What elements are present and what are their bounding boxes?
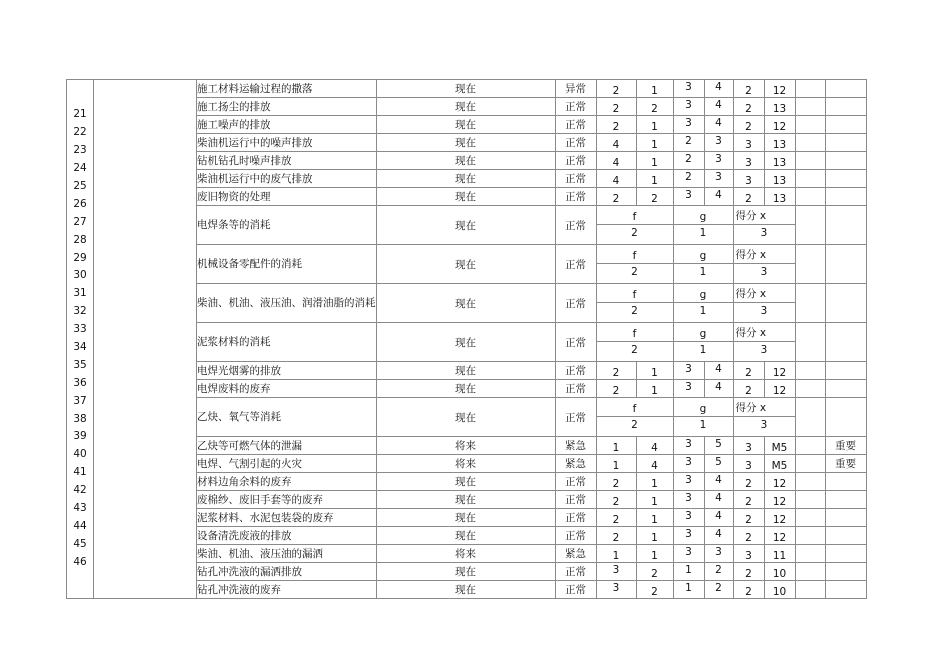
score-a: 2: [596, 98, 636, 116]
level-cell: [795, 563, 825, 581]
score-c: 3: [673, 527, 704, 545]
score-x-label: 得分 x: [733, 284, 795, 303]
row-number: 22: [73, 126, 87, 139]
state-cell: 正常: [555, 563, 596, 581]
score-total: 13: [764, 170, 795, 188]
aspect-description: 柴油机运行中的废气排放: [197, 170, 377, 188]
aspect-description: 施工材料运输过程的撒落: [197, 80, 377, 98]
score-x-label: 得分 x: [733, 323, 795, 342]
aspect-description: 废旧物资的处理: [197, 188, 377, 206]
score-a: 4: [596, 134, 636, 152]
aspect-description: 乙炔、氧气等消耗: [197, 398, 377, 437]
score-e: 2: [733, 491, 764, 509]
state-cell: 正常: [555, 491, 596, 509]
state-cell: 正常: [555, 116, 596, 134]
score-e: 2: [733, 98, 764, 116]
score-b: 1: [636, 545, 673, 563]
remark-cell: [825, 473, 866, 491]
row-number: 35: [73, 358, 87, 371]
score-b: 1: [636, 509, 673, 527]
score-total: 12: [764, 527, 795, 545]
tense-cell: 现在: [376, 563, 555, 581]
evaluation-table: [66, 79, 894, 599]
level-cell: [795, 437, 825, 455]
score-a: 2: [596, 491, 636, 509]
remark-cell: [825, 509, 866, 527]
score-e: 3: [733, 455, 764, 473]
level-cell: [795, 398, 825, 437]
tense-cell: 现在: [376, 362, 555, 380]
state-cell: 正常: [555, 245, 596, 284]
level-cell: [795, 362, 825, 380]
remark-cell: [825, 581, 866, 599]
score-a: 2: [596, 188, 636, 206]
tense-cell: 现在: [376, 80, 555, 98]
state-cell: 正常: [555, 206, 596, 245]
score-a: 1: [596, 545, 636, 563]
score-e: 3: [733, 152, 764, 170]
score-total: 10: [764, 581, 795, 599]
score-c: 3: [673, 491, 704, 509]
score-total: 12: [764, 116, 795, 134]
factor-g-value: 1: [673, 417, 733, 437]
score-a: 2: [596, 527, 636, 545]
score-b: 1: [636, 80, 673, 98]
state-cell: 正常: [555, 323, 596, 362]
row-number: 23: [73, 144, 87, 157]
score-b: 1: [636, 380, 673, 398]
score-total: 12: [764, 509, 795, 527]
level-cell: [795, 80, 825, 98]
row-number: 28: [73, 233, 87, 246]
table-row: [67, 80, 894, 98]
aspect-description: 施工扬尘的排放: [197, 98, 377, 116]
aspect-description: 材料边角余料的废弃: [197, 473, 377, 491]
remark-cell: 重要: [825, 455, 866, 473]
row-number: 39: [73, 430, 87, 443]
score-x-value: 3: [733, 417, 795, 437]
score-c: 2: [673, 170, 704, 188]
score-b: 2: [636, 581, 673, 599]
row-number: 21: [73, 108, 87, 121]
score-d: 4: [704, 80, 733, 98]
score-a: 2: [596, 80, 636, 98]
aspect-description: 施工噪声的排放: [197, 116, 377, 134]
score-d: 4: [704, 527, 733, 545]
score-a: 1: [596, 437, 636, 455]
remark-cell: [825, 323, 866, 362]
score-x-label: 得分 x: [733, 206, 795, 225]
row-number: 31: [73, 287, 87, 300]
factor-g-label: g: [673, 398, 733, 417]
row-number: 25: [73, 179, 87, 192]
state-cell: 紧急: [555, 437, 596, 455]
tense-cell: 将来: [376, 455, 555, 473]
state-cell: 正常: [555, 398, 596, 437]
score-b: 2: [636, 563, 673, 581]
level-cell: [795, 545, 825, 563]
remark-cell: [825, 527, 866, 545]
aspect-description: 乙炔等可燃气体的泄漏: [197, 437, 377, 455]
state-cell: 正常: [555, 473, 596, 491]
state-cell: 正常: [555, 362, 596, 380]
score-total: M5: [764, 455, 795, 473]
score-total: 13: [764, 152, 795, 170]
factor-g-value: 1: [673, 264, 733, 284]
score-c: 3: [673, 509, 704, 527]
score-c: 1: [673, 581, 704, 599]
level-cell: [795, 581, 825, 599]
state-cell: 正常: [555, 152, 596, 170]
tense-cell: 现在: [376, 473, 555, 491]
remark-cell: [825, 116, 866, 134]
state-cell: 正常: [555, 581, 596, 599]
tense-cell: 现在: [376, 98, 555, 116]
state-cell: 异常: [555, 80, 596, 98]
score-d: 4: [704, 98, 733, 116]
remark-cell: [825, 80, 866, 98]
factor-g-value: 1: [673, 225, 733, 245]
score-a: 2: [596, 116, 636, 134]
row-number: 42: [73, 484, 87, 497]
tense-cell: 现在: [376, 188, 555, 206]
remark-cell: 重要: [825, 437, 866, 455]
level-cell: [795, 509, 825, 527]
aspect-description: 柴油、机油、液压油、润滑油脂的消耗: [197, 284, 377, 323]
aspect-description: 机械设备零配件的消耗: [197, 245, 377, 284]
score-c: 3: [673, 188, 704, 206]
score-x-value: 3: [733, 342, 795, 362]
score-c: 3: [673, 380, 704, 398]
score-total: 13: [764, 134, 795, 152]
score-total: 12: [764, 80, 795, 98]
score-x-label: 得分 x: [733, 398, 795, 417]
score-d: 3: [704, 170, 733, 188]
score-b: 1: [636, 170, 673, 188]
score-total: 11: [764, 545, 795, 563]
remark-cell: [825, 284, 866, 323]
activity-column: [94, 80, 197, 599]
remark-cell: [825, 491, 866, 509]
factor-g-value: 1: [673, 342, 733, 362]
score-c: 1: [673, 563, 704, 581]
factor-f-label: f: [596, 284, 673, 303]
remark-cell: [825, 188, 866, 206]
score-c: 3: [673, 98, 704, 116]
row-number: 32: [73, 305, 87, 318]
remark-cell: [825, 398, 866, 437]
score-e: 2: [733, 380, 764, 398]
score-c: 2: [673, 134, 704, 152]
factor-g-label: g: [673, 206, 733, 225]
aspect-description: 电焊条等的消耗: [197, 206, 377, 245]
aspect-description: 废棉纱、废旧手套等的废弃: [197, 491, 377, 509]
row-number: 33: [73, 323, 87, 336]
score-e: 2: [733, 362, 764, 380]
score-d: 4: [704, 491, 733, 509]
level-cell: [795, 98, 825, 116]
remark-cell: [825, 545, 866, 563]
state-cell: 正常: [555, 170, 596, 188]
state-cell: 正常: [555, 98, 596, 116]
score-b: 1: [636, 116, 673, 134]
aspect-description: 钻机钻孔时噪声排放: [197, 152, 377, 170]
tense-cell: 现在: [376, 398, 555, 437]
score-d: 4: [704, 473, 733, 491]
remark-cell: [825, 563, 866, 581]
score-d: 4: [704, 116, 733, 134]
score-e: 2: [733, 116, 764, 134]
score-e: 2: [733, 509, 764, 527]
tense-cell: 现在: [376, 134, 555, 152]
aspect-description: 电焊光烟雾的排放: [197, 362, 377, 380]
score-total: 12: [764, 491, 795, 509]
factor-g-label: g: [673, 323, 733, 342]
score-c: 3: [673, 437, 704, 455]
aspect-description: 柴油、机油、液压油的漏洒: [197, 545, 377, 563]
state-cell: 紧急: [555, 455, 596, 473]
row-number: 26: [73, 197, 87, 210]
score-total: 12: [764, 473, 795, 491]
score-d: 3: [704, 545, 733, 563]
tense-cell: 将来: [376, 437, 555, 455]
score-b: 1: [636, 134, 673, 152]
score-x-label: 得分 x: [733, 245, 795, 264]
row-number: 27: [73, 215, 87, 228]
tense-cell: 现在: [376, 491, 555, 509]
row-number: 37: [73, 394, 87, 407]
aspect-description: 钻孔冲洗液的漏洒排放: [197, 563, 377, 581]
factor-f-label: f: [596, 323, 673, 342]
remark-cell: [825, 134, 866, 152]
score-c: 3: [673, 362, 704, 380]
state-cell: 正常: [555, 284, 596, 323]
aspect-description: 设备清洗废液的排放: [197, 527, 377, 545]
state-cell: 正常: [555, 188, 596, 206]
factor-f-value: 2: [596, 225, 673, 245]
tense-cell: 现在: [376, 206, 555, 245]
row-number: 29: [73, 251, 87, 264]
tense-cell: 现在: [376, 170, 555, 188]
score-b: 1: [636, 491, 673, 509]
score-total: 12: [764, 380, 795, 398]
remark-cell: [825, 380, 866, 398]
level-cell: [795, 116, 825, 134]
row-number: 41: [73, 466, 87, 479]
score-e: 2: [733, 80, 764, 98]
factor-f-label: f: [596, 206, 673, 225]
tense-cell: 现在: [376, 152, 555, 170]
state-cell: 正常: [555, 509, 596, 527]
row-number: 34: [73, 341, 87, 353]
score-e: 2: [733, 188, 764, 206]
level-cell: [795, 455, 825, 473]
score-d: 5: [704, 437, 733, 455]
score-b: 4: [636, 455, 673, 473]
score-a: 2: [596, 362, 636, 380]
score-d: 4: [704, 509, 733, 527]
score-e: 3: [733, 170, 764, 188]
score-d: 2: [704, 581, 733, 599]
score-d: 5: [704, 455, 733, 473]
factor-f-value: 2: [596, 417, 673, 437]
level-cell: [795, 527, 825, 545]
factor-g-value: 1: [673, 303, 733, 323]
score-e: 2: [733, 527, 764, 545]
score-c: 3: [673, 116, 704, 134]
score-a: 4: [596, 170, 636, 188]
factor-f-value: 2: [596, 342, 673, 362]
score-d: 3: [704, 134, 733, 152]
score-e: 3: [733, 134, 764, 152]
score-a: 3: [596, 581, 636, 599]
row-number: 43: [73, 502, 87, 515]
score-total: 10: [764, 563, 795, 581]
score-a: 1: [596, 455, 636, 473]
score-b: 1: [636, 473, 673, 491]
factor-f-value: 2: [596, 303, 673, 323]
row-number-column: [67, 80, 94, 599]
score-b: 1: [636, 362, 673, 380]
level-cell: [795, 206, 825, 245]
row-number: 40: [73, 448, 87, 461]
score-e: 3: [733, 545, 764, 563]
score-total: 13: [764, 188, 795, 206]
remark-cell: [825, 98, 866, 116]
tense-cell: 现在: [376, 116, 555, 134]
score-e: 2: [733, 563, 764, 581]
score-d: 2: [704, 563, 733, 581]
score-b: 1: [636, 527, 673, 545]
tense-cell: 现在: [376, 581, 555, 599]
level-cell: [795, 152, 825, 170]
score-d: 4: [704, 380, 733, 398]
score-a: 3: [596, 563, 636, 581]
level-cell: [795, 380, 825, 398]
remark-cell: [825, 170, 866, 188]
level-cell: [795, 188, 825, 206]
score-x-value: 3: [733, 264, 795, 284]
row-number: 38: [73, 412, 87, 425]
tense-cell: 现在: [376, 284, 555, 323]
factor-f-value: 2: [596, 264, 673, 284]
score-b: 2: [636, 188, 673, 206]
score-a: 2: [596, 473, 636, 491]
level-cell: [795, 134, 825, 152]
tense-cell: 现在: [376, 509, 555, 527]
score-total: 12: [764, 362, 795, 380]
score-d: 4: [704, 362, 733, 380]
level-cell: [795, 323, 825, 362]
level-cell: [795, 170, 825, 188]
tense-cell: 现在: [376, 527, 555, 545]
row-number: 44: [73, 519, 87, 532]
score-c: 2: [673, 152, 704, 170]
row-number: 46: [73, 555, 87, 568]
score-e: 3: [733, 437, 764, 455]
aspect-description: 钻孔冲洗液的废弃: [197, 581, 377, 599]
score-x-value: 3: [733, 303, 795, 323]
row-number: 45: [73, 537, 87, 550]
tense-cell: 现在: [376, 323, 555, 362]
row-number: 30: [73, 269, 87, 282]
score-d: 3: [704, 152, 733, 170]
score-a: 2: [596, 509, 636, 527]
state-cell: 紧急: [555, 545, 596, 563]
tense-cell: 将来: [376, 545, 555, 563]
aspect-description: 泥浆材料的消耗: [197, 323, 377, 362]
score-a: 4: [596, 152, 636, 170]
state-cell: 正常: [555, 527, 596, 545]
score-e: 2: [733, 581, 764, 599]
factor-g-label: g: [673, 284, 733, 303]
remark-cell: [825, 245, 866, 284]
row-number: 24: [73, 162, 87, 175]
row-number: 36: [73, 376, 87, 389]
score-c: 3: [673, 545, 704, 563]
score-b: 2: [636, 98, 673, 116]
level-cell: [795, 284, 825, 323]
remark-cell: [825, 152, 866, 170]
score-c: 3: [673, 80, 704, 98]
score-x-value: 3: [733, 225, 795, 245]
aspect-description: 电焊废料的废弃: [197, 380, 377, 398]
remark-cell: [825, 362, 866, 380]
score-b: 4: [636, 437, 673, 455]
score-b: 1: [636, 152, 673, 170]
aspect-description: 泥浆材料、水泥包装袋的废弃: [197, 509, 377, 527]
factor-f-label: f: [596, 245, 673, 264]
aspect-description: 柴油机运行中的噪声排放: [197, 134, 377, 152]
score-total: M5: [764, 437, 795, 455]
state-cell: 正常: [555, 380, 596, 398]
aspect-description: 电焊、气割引起的火灾: [197, 455, 377, 473]
score-e: 2: [733, 473, 764, 491]
remark-cell: [825, 206, 866, 245]
level-cell: [795, 245, 825, 284]
factor-g-label: g: [673, 245, 733, 264]
factor-f-label: f: [596, 398, 673, 417]
tense-cell: 现在: [376, 245, 555, 284]
score-total: 13: [764, 98, 795, 116]
tense-cell: 现在: [376, 380, 555, 398]
score-c: 3: [673, 473, 704, 491]
score-a: 2: [596, 380, 636, 398]
level-cell: [795, 473, 825, 491]
score-c: 3: [673, 455, 704, 473]
score-d: 4: [704, 188, 733, 206]
level-cell: [795, 491, 825, 509]
state-cell: 正常: [555, 134, 596, 152]
